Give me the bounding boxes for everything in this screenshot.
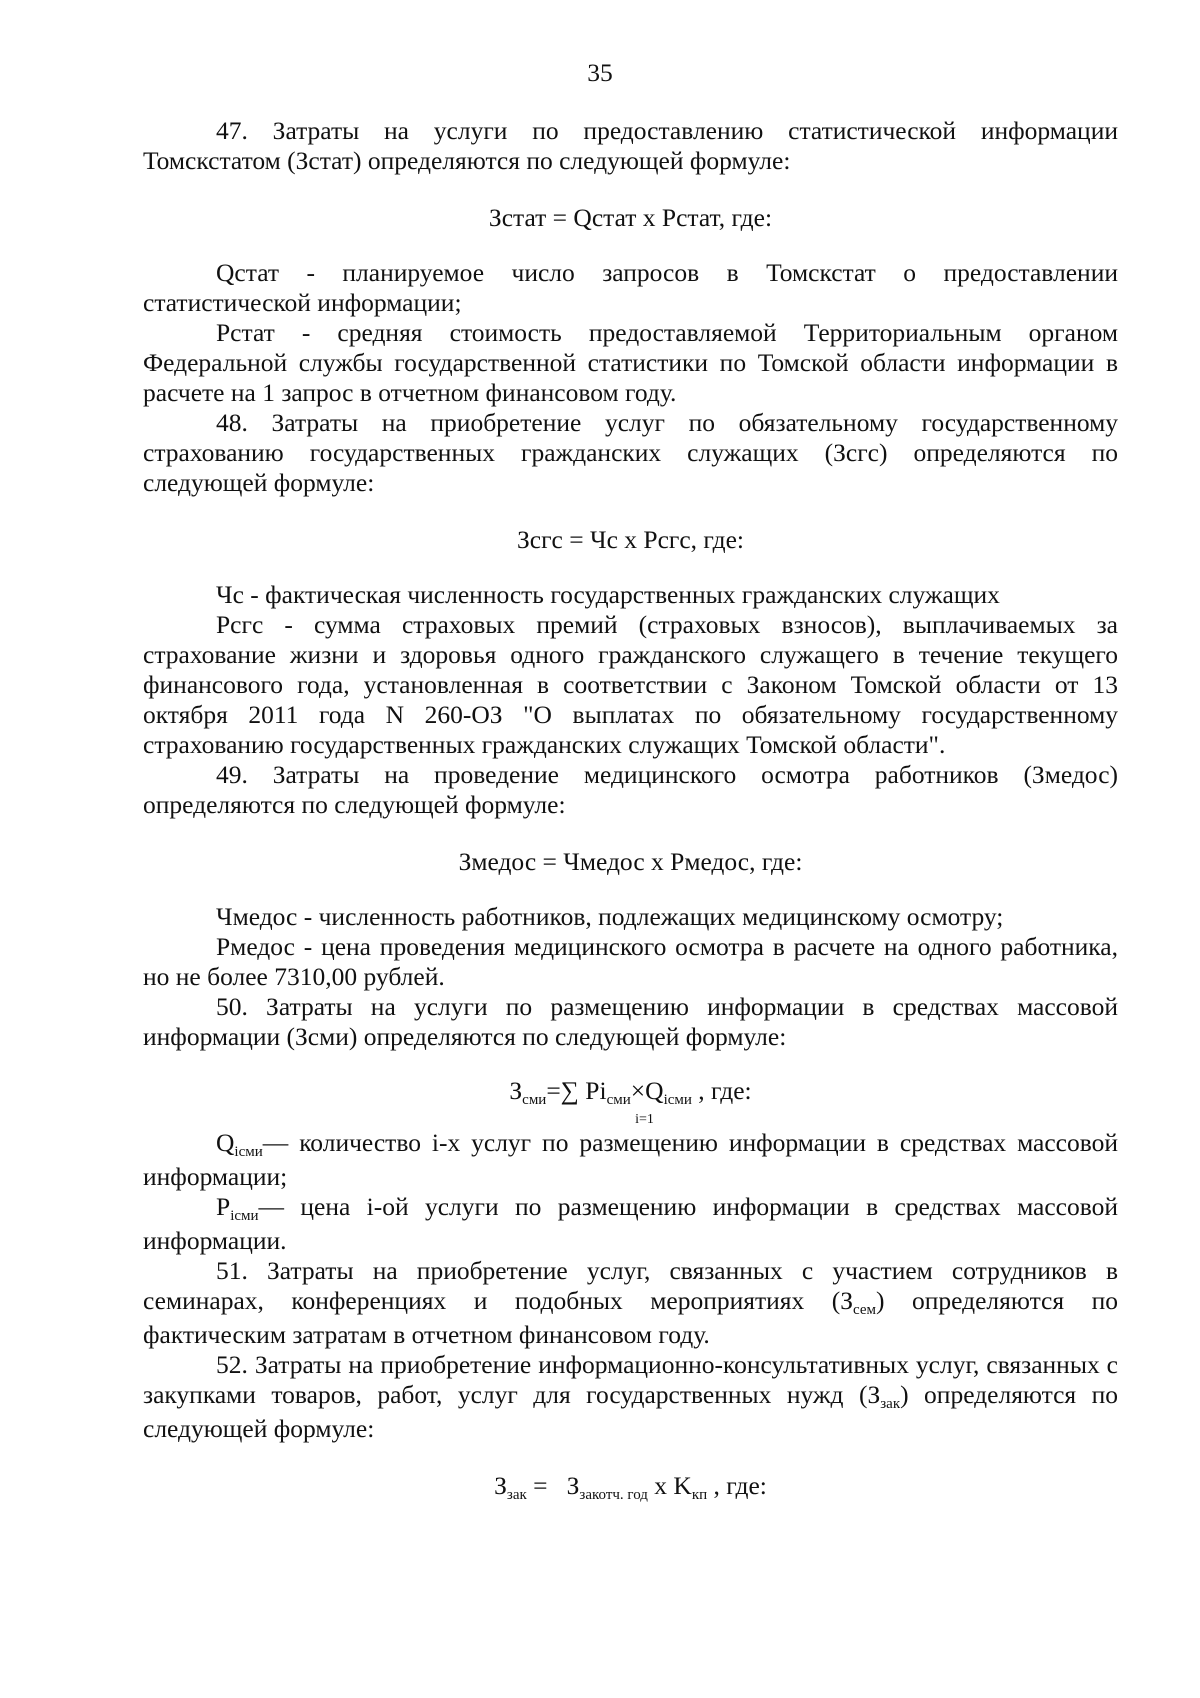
document-body — [143, 116, 1118, 1530]
sum-lower-limit: i=1 — [635, 1112, 654, 1127]
definition-chmedos: Чмедос - численность работников, подлежащих медицинскому осмотру; — [216, 902, 1004, 931]
paragraph-48: 48. Затраты на приобретение услуг по обязательному государственному страхованию государственных гражданских служащих (Зсгс) определяются по следующей формуле: — [143, 408, 1118, 497]
paragraph-47: 47. Затраты на услуги по предоставлению статистической информации Томскстатом (Зстат) определяются по следующей формуле: — [143, 116, 1118, 175]
definition-qstat: Qстат - планируемое число запросов в Томскстат о предоставлении статистической информации; — [143, 258, 1118, 317]
formula-zsgs: Зсгс = Чс x Pсгс, где: — [517, 525, 744, 554]
formula-zmedos: Змедос = Чмедос x Pмедос, где: — [458, 847, 803, 876]
definition-pmedos: Pмедос - цена проведения медицинского осмотра в расчете на одного работника, но не более 7310,00 рублей. — [143, 932, 1118, 991]
page-number: 35 — [587, 58, 613, 87]
paragraph-51: 51. Затраты на приобретение услуг, связанных с участием сотрудников в семинарах, конференциях и подобных мероприятиях (Зсем) определяются по фактическим затратам в отчетном финансовом году. — [143, 1256, 1118, 1349]
definition-psgs: Pсгс - сумма страховых премий (страховых взносов), выплачиваемых за страхование жизни и здоровья одного гражданского служащего в течение текущего финансового года, установленная в соответствии с Законом Томской области от 13 октября 2011 года N 260-ОЗ "О выплатах по обязательному государственному страхованию государственных гражданских служащих Томской области". — [143, 610, 1118, 759]
definition-pismi: Piсми— цена i-ой услуги по размещению информации в средствах массовой информации. — [143, 1192, 1118, 1255]
paragraph-50: 50. Затраты на услуги по размещению информации в средствах массовой информации (Зсми) определяются по следующей формуле: — [143, 992, 1118, 1051]
formula-zsmi: Зсми=∑ Piсми×Qiсми , где: — [509, 1076, 752, 1108]
definition-qismi: Qiсми— количество i-х услуг по размещению информации в средствах массовой информации; — [143, 1128, 1118, 1191]
paragraph-49: 49. Затраты на проведение медицинского осмотра работников (Змедос) определяются по следующей формуле: — [143, 760, 1118, 819]
definition-chs: Чс - фактическая численность государственных гражданских служащих — [216, 580, 1000, 609]
formula-zzak: Ззак = Ззакотч. год x Kкп , где: — [494, 1471, 767, 1503]
definition-pstat: Pстат - средняя стоимость предоставляемой Территориальным органом Федеральной службы государственной статистики по Томской области информации в расчете на 1 запрос в отчетном финансовом году. — [143, 318, 1118, 407]
paragraph-52: 52. Затраты на приобретение информационно-консультативных услуг, связанных с закупками товаров, работ, услуг для государственных нужд (Ззак) определяются по следующей формуле: — [143, 1350, 1118, 1443]
formula-zstat: Зстат = Qстат x Pстат, где: — [488, 203, 773, 232]
